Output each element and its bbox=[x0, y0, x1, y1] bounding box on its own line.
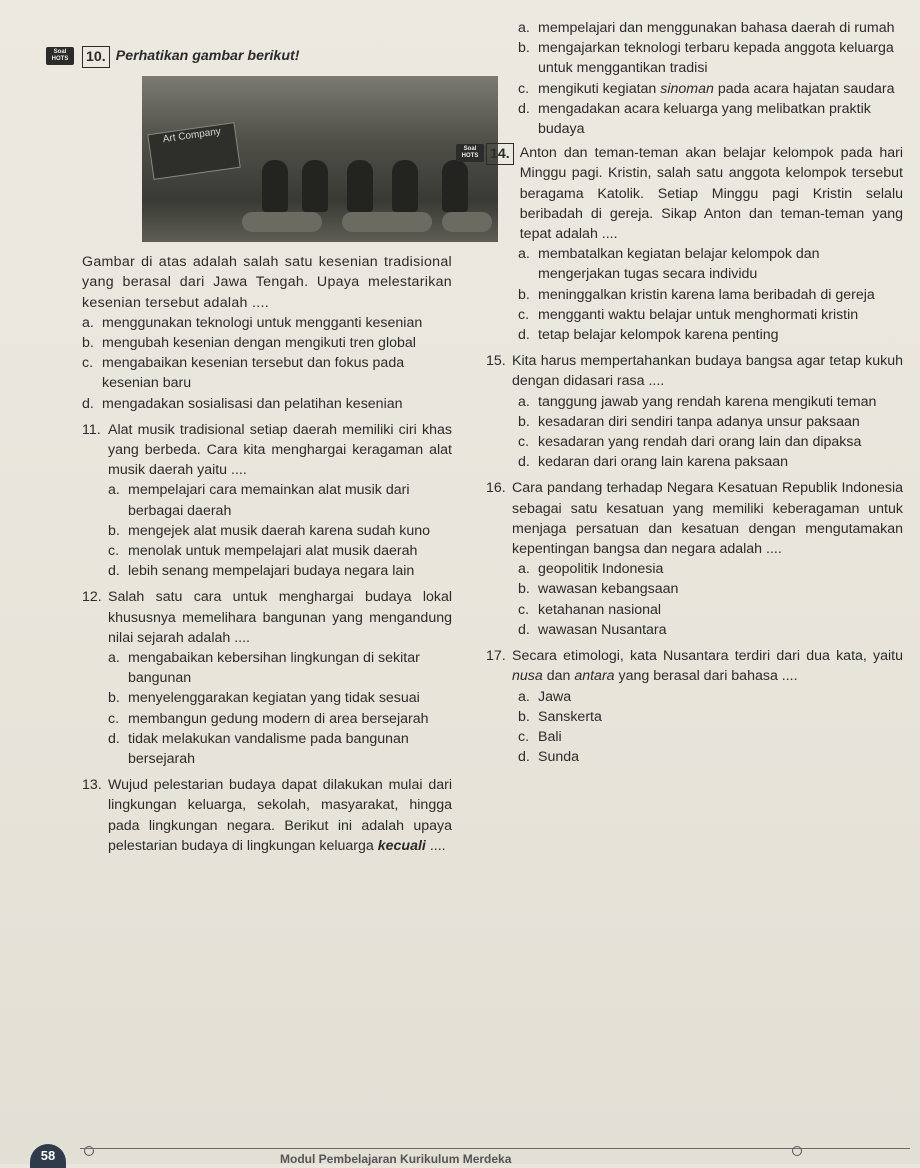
question-text: Anton dan teman-teman akan belajar kelompok pada hari Minggu pagi. Kristin, salah satu anggota kelompok tersebut beragama Katolik. Setiap Minggu pagi Kristin selalu beribadah di gereja. Sikap Anton dan teman-teman yang tepat adalah .... bbox=[519, 145, 903, 243]
page-number: 58 bbox=[30, 1144, 66, 1168]
options-list bbox=[108, 480, 452, 581]
photo-instrument bbox=[342, 212, 432, 232]
option-b[interactable]: b. kesadaran diri sendiri tanpa adanya unsur paksaan bbox=[518, 413, 860, 430]
option-b[interactable]: b. wawasan kebangsaan bbox=[518, 581, 679, 598]
photo-banner: Art Company bbox=[147, 122, 241, 180]
question-text: Wujud pelestarian budaya dapat dilakukan mulai dari lingkungan keluarga, sekolah, masyarakat, hingga pada lingkungan negara. Berikut ini adalah upaya pelestarian budaya di lingkungan keluarga kecuali .... bbox=[108, 777, 452, 854]
option-c[interactable]: c. mengganti waktu belajar untuk menghormati kristin bbox=[518, 306, 859, 323]
question-16 bbox=[486, 478, 903, 640]
question-number: 13. bbox=[82, 777, 102, 794]
option-b[interactable]: b. meninggalkan kristin karena lama beribadah di gereja bbox=[518, 286, 875, 303]
question-number: 15. bbox=[486, 353, 506, 370]
question-text: Alat musik tradisional setiap daerah memiliki ciri khas yang berbeda. Cara kita menghargai keragaman alat musik daerah yaitu .... bbox=[108, 421, 452, 479]
option-c[interactable]: c. ketahanan nasional bbox=[518, 601, 662, 618]
circle-icon bbox=[792, 1146, 802, 1156]
hots-badge: Soal HOTS bbox=[46, 47, 74, 65]
option-b[interactable]: b. mengajarkan teknologi terbaru kepada anggota keluarga untuk menggantikan tradisi bbox=[518, 40, 894, 77]
options-list bbox=[82, 313, 452, 414]
question-text: Kita harus mempertahankan budaya bangsa agar tetap kukuh dengan didasari rasa .... bbox=[512, 353, 903, 390]
option-a[interactable]: a. membatalkan kegiatan belajar kelompok dan mengerjakan tugas secara individu bbox=[518, 246, 820, 283]
option-d[interactable]: d. Sunda bbox=[518, 749, 580, 766]
question-12 bbox=[82, 587, 452, 769]
photo-figure bbox=[302, 160, 328, 212]
option-c[interactable]: c. Bali bbox=[518, 728, 562, 745]
question-number: 11. bbox=[82, 421, 101, 438]
question-10 bbox=[51, 46, 452, 414]
module-title: Modul Pembelajaran Kurikulum Merdeka bbox=[280, 1152, 512, 1166]
photo-instrument bbox=[242, 212, 322, 232]
option-b[interactable]: b. mengubah kesenian dengan mengikuti tren global bbox=[82, 335, 416, 352]
question-text: Secara etimologi, kata Nusantara terdiri dari dua kata, yaitu nusa dan antara yang berasal dari bahasa .... bbox=[512, 648, 903, 685]
hots-badge: Soal HOTS bbox=[456, 144, 484, 162]
photo-instrument bbox=[442, 212, 492, 232]
question-number: 16. bbox=[486, 480, 506, 497]
footer-divider bbox=[80, 1148, 910, 1149]
option-d[interactable]: d. mengadakan sosialisasi dan pelatihan kesenian bbox=[82, 395, 403, 412]
option-a[interactable]: a. mempelajari dan menggunakan bahasa daerah di rumah bbox=[518, 20, 895, 36]
question-number: 17. bbox=[486, 648, 506, 665]
options-list bbox=[108, 648, 452, 769]
option-c[interactable]: c. mengikuti kegiatan sinoman pada acara hajatan saudara bbox=[518, 80, 895, 97]
option-c[interactable]: c. menolak untuk mempelajari alat musik daerah bbox=[108, 543, 418, 560]
gamelan-photo bbox=[142, 76, 498, 242]
options-list bbox=[518, 559, 903, 640]
question-13 bbox=[82, 775, 452, 856]
question-text: Cara pandang terhadap Negara Kesatuan Republik Indonesia sebagai satu kesatuan yang memiliki keberagaman untuk menjaga persatuan dan kesatuan dengan mengutamakan kepentingan bangsa dan negara adalah .... bbox=[512, 480, 903, 558]
option-c[interactable]: c. kesadaran yang rendah dari orang lain dan dipaksa bbox=[518, 434, 862, 451]
option-a[interactable]: a. geopolitik Indonesia bbox=[518, 561, 664, 578]
option-b[interactable]: b. mengejek alat musik daerah karena sudah kuno bbox=[108, 522, 431, 539]
options-list-q13 bbox=[518, 18, 903, 139]
question-text: Gambar di atas adalah salah satu kesenian tradisional yang berasal dari Jawa Tengah. Upaya melestarikan kesenian tersebut adalah .... bbox=[82, 254, 452, 311]
question-number: 12. bbox=[82, 589, 102, 606]
option-d[interactable]: d. kedaran dari orang lain karena paksaan bbox=[518, 454, 789, 471]
option-a[interactable]: a. mengabaikan kebersihan lingkungan di sekitar bangunan bbox=[108, 650, 420, 687]
option-d[interactable]: d. wawasan Nusantara bbox=[518, 621, 667, 638]
right-column bbox=[461, 18, 903, 767]
photo-figure bbox=[392, 160, 418, 212]
option-b[interactable]: b. menyelenggarakan kegiatan yang tidak sesuai bbox=[108, 690, 420, 707]
option-a[interactable]: a. tanggung jawab yang rendah karena mengikuti teman bbox=[518, 393, 877, 410]
option-c[interactable]: c. membangun gedung modern di area bersejarah bbox=[108, 710, 429, 727]
option-b[interactable]: b. Sanskerta bbox=[518, 708, 602, 725]
option-a[interactable]: a. Jawa bbox=[518, 688, 572, 705]
page-footer bbox=[0, 1140, 920, 1164]
question-15 bbox=[486, 351, 903, 472]
options-list bbox=[518, 392, 903, 473]
left-column bbox=[51, 46, 452, 856]
option-d[interactable]: d. tidak melakukan vandalisme pada bangunan bersejarah bbox=[108, 730, 409, 768]
options-list bbox=[518, 244, 903, 345]
option-c[interactable]: c. mengabaikan kesenian tersebut dan fokus pada kesenian baru bbox=[82, 355, 405, 392]
question-14 bbox=[461, 143, 903, 345]
question-number: 10. bbox=[82, 46, 110, 68]
question-11 bbox=[82, 420, 452, 582]
question-prompt: Perhatikan gambar berikut! bbox=[115, 48, 300, 64]
photo-figure bbox=[442, 160, 468, 212]
photo-figure bbox=[347, 160, 373, 212]
question-17 bbox=[486, 646, 903, 767]
option-a[interactable]: a. mempelajari cara memainkan alat musik dari berbagai daerah bbox=[108, 482, 410, 519]
option-d[interactable]: d. lebih senang mempelajari budaya negara lain bbox=[108, 563, 415, 580]
option-a[interactable]: a. menggunakan teknologi untuk mengganti kesenian bbox=[82, 314, 423, 331]
photo-figure bbox=[262, 160, 288, 212]
question-text: Salah satu cara untuk menghargai budaya lokal khususnya memelihara bangunan yang mengandung nilai sejarah adalah .... bbox=[108, 589, 452, 646]
option-d[interactable]: d. tetap belajar kelompok karena penting bbox=[518, 327, 779, 344]
options-list bbox=[518, 687, 903, 768]
question-number: 14. bbox=[486, 143, 514, 165]
option-d[interactable]: d. mengadakan acara keluarga yang melibatkan praktik budaya bbox=[518, 100, 871, 138]
